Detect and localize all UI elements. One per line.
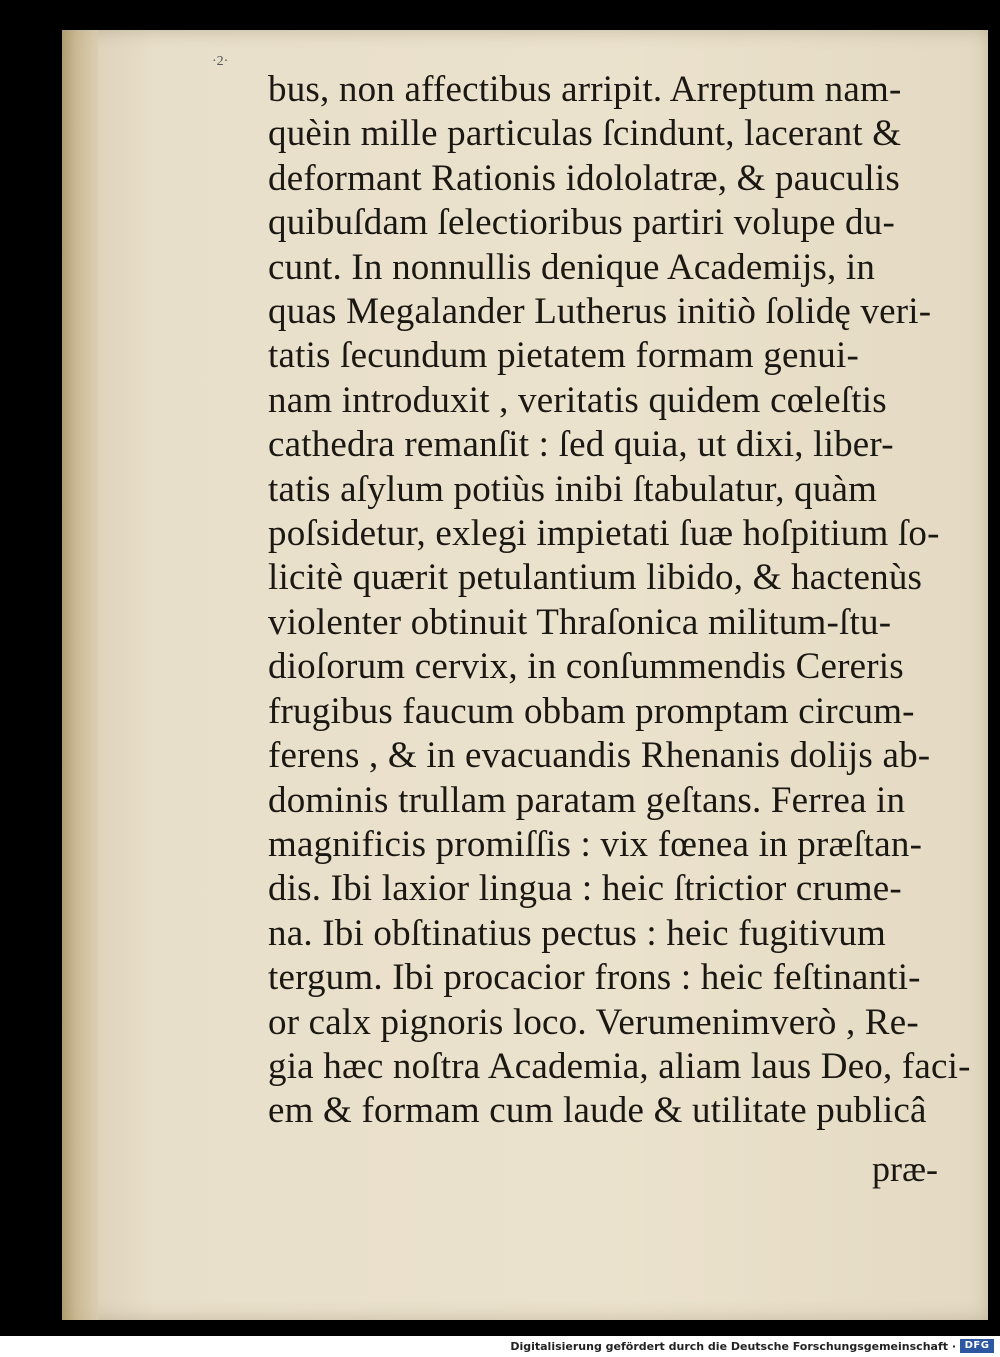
- funding-credit: Digitalisierung gefördert durch die Deutsche Forschungsgemeinschaft ·: [510, 1340, 956, 1353]
- text-line: deformant Rationis idololatræ, & pauculis: [268, 157, 900, 199]
- text-line: tergum. Ibi procacior frons : heic feſtinanti-: [268, 957, 921, 999]
- text-line: quèin mille particulas ſcindunt, lacerant &: [268, 113, 902, 155]
- text-line: gia hæc noſtra Academia, aliam laus Deo, faci-: [268, 1045, 971, 1087]
- text-line: magnificis promiſſis : vix fœnea in præſtan-: [268, 823, 923, 865]
- text-line: dioſorum cervix, in conſummendis Cereris: [268, 646, 904, 688]
- text-line: tatis ſecundum pietatem formam genui-: [268, 335, 859, 377]
- text-line: tatis aſylum potiùs inibi ſtabulatur, quàm: [268, 468, 878, 510]
- page-text: [268, 68, 971, 1134]
- text-line: dominis trullam paratam geſtans. Ferrea in: [268, 779, 906, 821]
- text-line: frugibus faucum obbam promptam circum-: [268, 690, 915, 732]
- text-line: violenter obtinuit Thraſonica militum-ſtu-: [268, 601, 892, 643]
- corner-mark: ·2·: [212, 54, 229, 69]
- footer-bar: [0, 1336, 1000, 1357]
- text-line: na. Ibi obſtinatius pectus : heic fugitivum: [268, 912, 886, 954]
- text-line: quas Megalander Lutherus initiò ſolidę veri-: [268, 291, 932, 333]
- catchword: præ-: [872, 1149, 938, 1189]
- text-line: ferens , & in evacuandis Rhenanis dolijs ab-: [268, 735, 931, 777]
- text-line: em & formam cum laude & utilitate publicâ: [268, 1090, 927, 1132]
- text-line: cathedra remanſit : ſed quia, ut dixi, liber-: [268, 424, 894, 466]
- text-line: poſsidetur, exlegi impietati ſuæ hoſpitium ſo-: [268, 513, 940, 555]
- text-line: dis. Ibi laxior lingua : heic ſtrictior crume-: [268, 868, 902, 910]
- dfg-logo[interactable]: DFG: [960, 1339, 994, 1353]
- text-line: nam introduxit , veritatis quidem cœleſtis: [268, 379, 887, 421]
- page-gutter-edge: [62, 30, 98, 1320]
- text-line: cunt. In nonnullis denique Academijs, in: [268, 246, 876, 288]
- text-line: licitè quærit petulantium libido, & hactenùs: [268, 557, 923, 599]
- text-line: bus, non affectibus arripit. Arreptum nam-: [268, 69, 902, 110]
- text-line: or calx pignoris loco. Verumenimverò , Re-: [268, 1001, 919, 1043]
- text-line: quibuſdam ſelectioribus partiri volupe du-: [268, 202, 895, 244]
